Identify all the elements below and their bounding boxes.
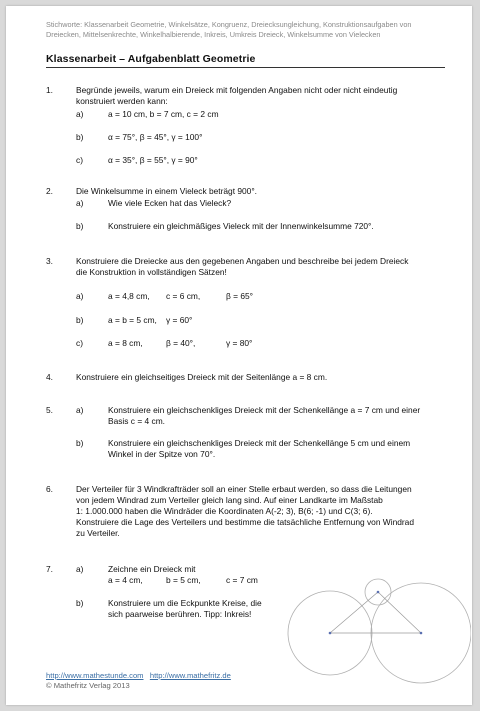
task-6-line-4: Konstruiere die Lage des Verteilers und bestimme die tatsächliche Entfernung von Windrad — [76, 517, 414, 527]
task-5a-text: Konstruiere ein gleichschenkliges Dreieck mit der Schenkellänge a = 7 cm und einer — [108, 405, 421, 415]
task-6-line-1: Der Verteiler für 3 Windkrafträder soll an einer Stelle erbaut werden, so dass die Leitungen — [76, 484, 412, 494]
task-7a-label: a) — [76, 564, 84, 574]
task-5a-text-2: Basis c = 4 cm. — [108, 416, 166, 426]
task-3b-angle-gamma: γ = 60° — [166, 315, 193, 325]
keywords-line: Stichworte: Klassenarbeit Geometrie, Winkelsätze, Kongruenz, Dreiecksungleichung, Konstruktionsaufgaben von Dreiecken, Mittelsenkrechte, Winkelhalbierende, Inkreis, Umkreis Dreieck, Winkelsumme von Vielecken — [46, 20, 412, 39]
task-5a-label: a) — [76, 405, 84, 415]
task-1b-label: b) — [76, 132, 84, 142]
task-2a-text: Wie viele Ecken hat das Vieleck? — [108, 198, 232, 208]
vertex-point-b — [420, 632, 423, 635]
task-4-text: Konstruiere ein gleichseitiges Dreieck mit der Seitenlänge a = 8 cm. — [76, 372, 328, 382]
task-5b-label: b) — [76, 438, 84, 448]
task-2-text: Die Winkelsumme in einem Vieleck beträgt 900°. — [76, 186, 258, 196]
task-7a-side-c: c = 7 cm — [226, 575, 258, 585]
task-5b-text-2: Winkel in der Spitze von 70°. — [108, 449, 216, 459]
task-1a-text: a = 10 cm, b = 7 cm, c = 2 cm — [108, 109, 219, 119]
page-title: Klassenarbeit – Aufgabenblatt Geometrie — [46, 53, 256, 65]
vertex-point-a — [329, 632, 332, 635]
footer — [46, 671, 231, 691]
task-3-text: Konstruiere die Dreiecke aus den gegebenen Angaben und beschreibe bei jedem Dreieck — [76, 256, 409, 266]
task-3b-label: b) — [76, 315, 84, 325]
task-6-number: 6. — [46, 484, 53, 494]
task-1c-text: α = 35°, β = 55°, γ = 90° — [108, 155, 198, 165]
title-divider — [46, 67, 445, 68]
task-1-number: 1. — [46, 85, 53, 95]
task-3c-label: c) — [76, 338, 83, 348]
task-1c-label: c) — [76, 155, 83, 165]
task-2b-text: Konstruiere ein gleichmäßiges Vieleck mit der Innenwinkelsumme 720°. — [108, 221, 374, 231]
task-7-number: 7. — [46, 564, 53, 574]
task-7a-text: Zeichne ein Dreieck mit — [108, 564, 196, 574]
task-1-text: Begründe jeweils, warum ein Dreieck mit folgenden Angaben nicht oder nicht eindeutig — [76, 85, 398, 95]
task-7b-label: b) — [76, 598, 84, 608]
task-6-line-5: zu Verteiler. — [76, 528, 120, 538]
touching-circles-figure — [281, 571, 471, 705]
task-3-number: 3. — [46, 256, 53, 266]
task-2b-label: b) — [76, 221, 84, 231]
task-3a-side-c: c = 6 cm, — [166, 291, 201, 301]
task-7a-side-a: a = 4 cm, — [108, 575, 143, 585]
task-7a-side-b: b = 5 cm, — [166, 575, 201, 585]
task-3c-angle-gamma: γ = 80° — [226, 338, 253, 348]
task-1b-text: α = 75°, β = 45°, γ = 100° — [108, 132, 203, 142]
task-5b-text: Konstruiere ein gleichschenkliges Dreieck mit der Schenkellänge 5 cm und einem — [108, 438, 411, 448]
task-3-text-2: die Konstruktion in vollständigen Sätzen! — [76, 267, 227, 277]
task-1-text-2: konstruiert werden kann: — [76, 96, 168, 106]
worksheet-page — [6, 6, 472, 705]
vertex-point-c — [377, 591, 380, 594]
task-4-number: 4. — [46, 372, 53, 382]
task-6-line-2: von jedem Windrad zum Verteiler gleich lang sind. Auf einer Landkarte im Maßstab — [76, 495, 383, 505]
copyright: © Mathefritz Verlag 2013 — [46, 681, 130, 690]
task-2a-label: a) — [76, 198, 84, 208]
task-3a-label: a) — [76, 291, 84, 301]
task-7b-text-2: sich paarweise berühren. Tipp: Inkreis! — [108, 609, 252, 619]
task-1a-label: a) — [76, 109, 84, 119]
task-5-number: 5. — [46, 405, 53, 415]
task-2-number: 2. — [46, 186, 53, 196]
task-3c-angle-beta: β = 40°, — [166, 338, 196, 348]
footer-link-mathestunde[interactable]: http://www.mathestunde.com — [46, 671, 144, 680]
task-3a-side-a: a = 4,8 cm, — [108, 291, 150, 301]
footer-link-mathefritz[interactable]: http://www.mathefritz.de — [149, 671, 231, 680]
task-7b-text: Konstruiere um die Eckpunkte Kreise, die — [108, 598, 262, 608]
task-3a-angle-beta: β = 65° — [226, 291, 254, 301]
task-3b-sides: a = b = 5 cm, — [108, 315, 157, 325]
task-6-line-3: 1: 1.000.000 haben die Windräder die Koordinaten A(-2; 3), B(6; -1) und C(3; 6). — [76, 506, 373, 516]
task-3c-side-a: a = 8 cm, — [108, 338, 143, 348]
